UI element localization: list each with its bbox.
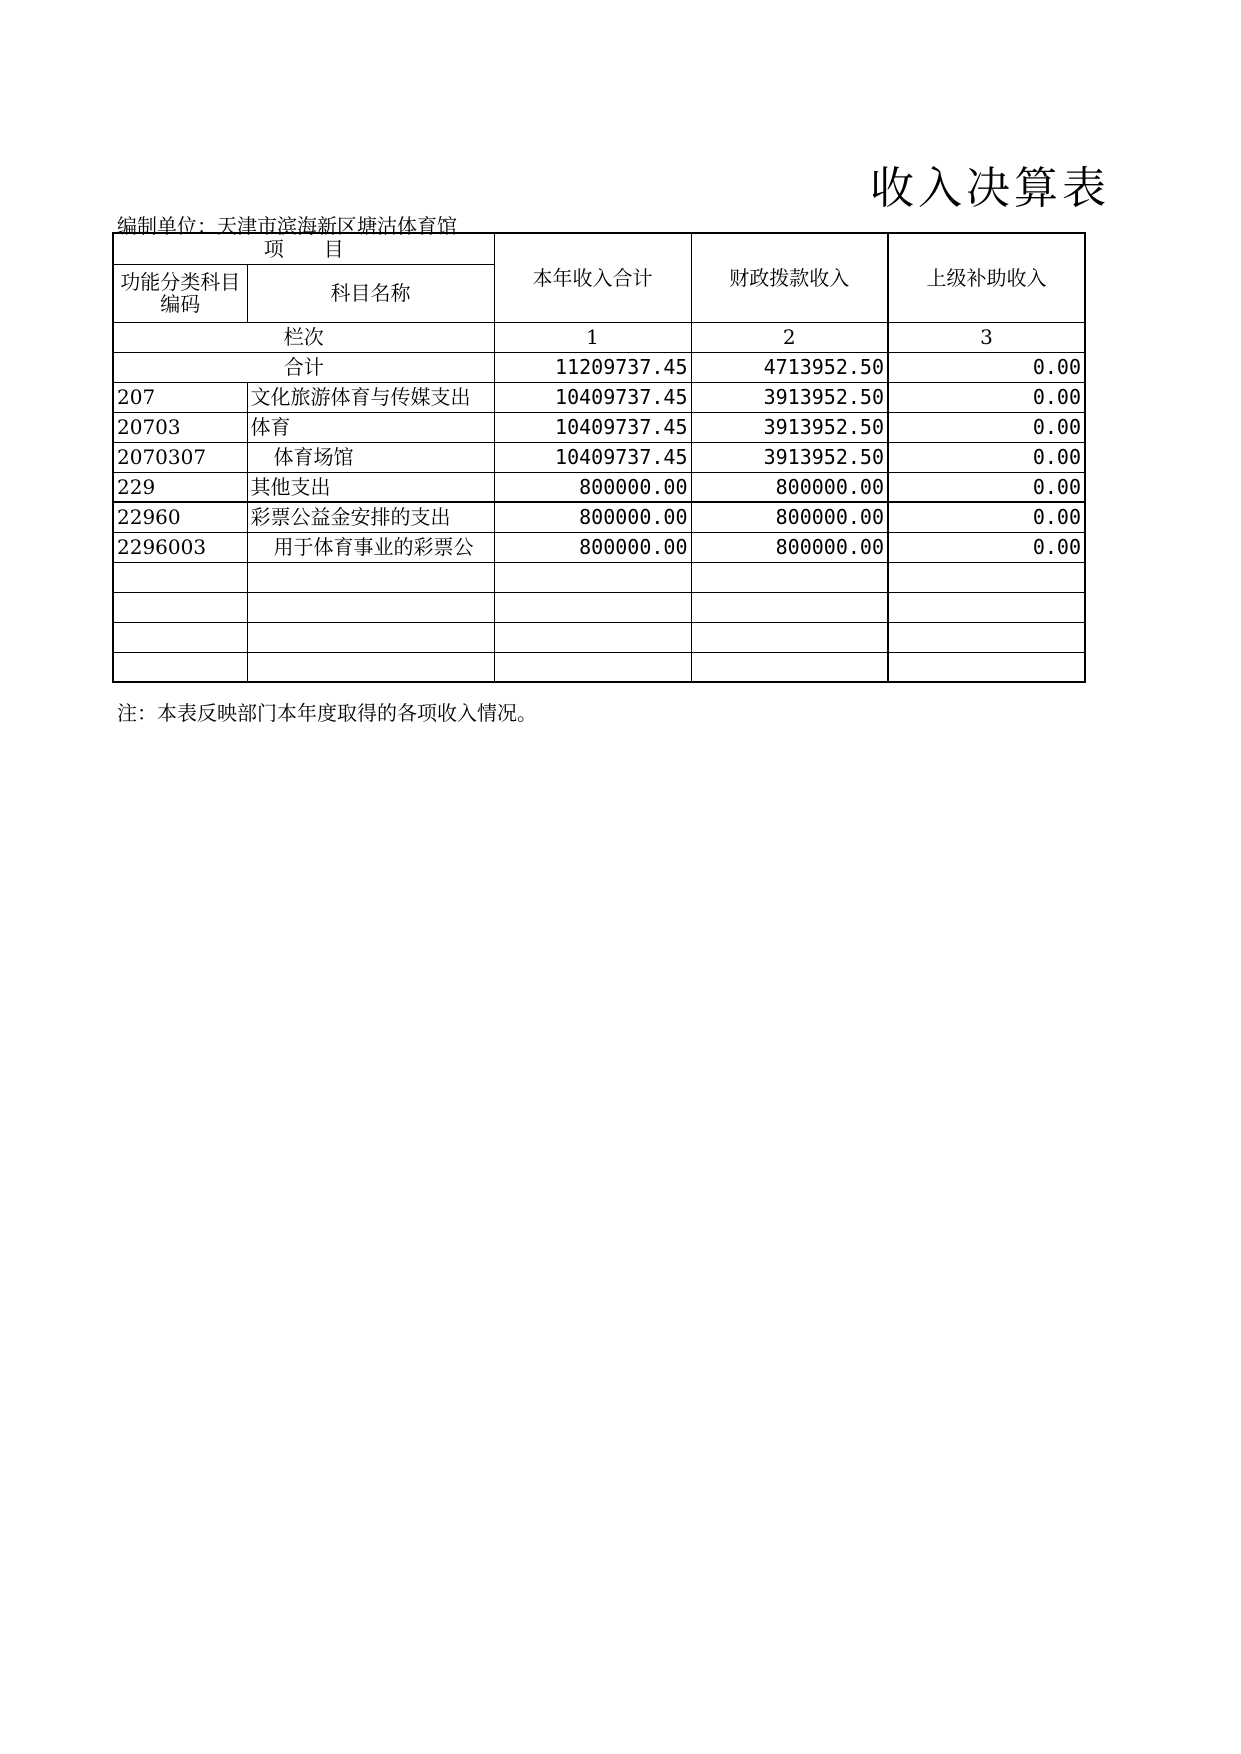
empty-cell [691,652,888,682]
row-name: 其他支出 [247,472,494,502]
empty-cell [691,562,888,592]
table-note: 注：本表反映部门本年度取得的各项收入情况。 [117,701,537,725]
empty-row [113,622,1085,652]
row-code: 207 [113,382,247,412]
table-row [113,412,1085,442]
empty-cell [691,592,888,622]
header-row-1 [113,233,1085,264]
empty-row [113,592,1085,622]
name-header: 科目名称 [247,264,494,322]
row-v3: 0.00 [888,442,1085,472]
row-v1: 10409737.45 [494,382,691,412]
row-v2: 3913952.50 [691,442,888,472]
empty-row [113,652,1085,682]
compiling-unit: 编制单位：天津市滨海新区塘沽体育馆 [117,214,457,238]
row-code: 229 [113,472,247,502]
lanci-row [113,322,1085,352]
col-fiscal-header: 财政拨款收入 [691,233,888,322]
empty-cell [113,592,247,622]
row-name: 体育场馆 [247,442,494,472]
row-v2: 3913952.50 [691,382,888,412]
row-code: 2070307 [113,442,247,472]
empty-cell [247,562,494,592]
row-name: 体育 [247,412,494,442]
row-code: 2296003 [113,532,247,562]
empty-cell [494,652,691,682]
row-v1: 10409737.45 [494,412,691,442]
empty-cell [113,622,247,652]
empty-cell [888,562,1085,592]
row-v1: 800000.00 [494,502,691,532]
row-v3: 0.00 [888,502,1085,532]
total-v2: 4713952.50 [691,352,888,382]
lanci-3: 3 [888,322,1085,352]
empty-cell [888,622,1085,652]
code-header: 功能分类科目编码 [113,264,247,322]
row-name: 用于体育事业的彩票公 [247,532,494,562]
table-row [113,382,1085,412]
table-row [113,532,1085,562]
col-upper-header: 上级补助收入 [888,233,1085,322]
empty-cell [247,622,494,652]
empty-cell [113,562,247,592]
row-v2: 800000.00 [691,532,888,562]
row-name: 彩票公益金安排的支出 [247,502,494,532]
empty-cell [113,652,247,682]
row-code: 20703 [113,412,247,442]
row-v1: 800000.00 [494,532,691,562]
row-v1: 800000.00 [494,472,691,502]
row-v1: 10409737.45 [494,442,691,472]
row-v2: 800000.00 [691,472,888,502]
project-header: 项 目 [113,233,494,264]
row-code: 22960 [113,502,247,532]
empty-cell [888,652,1085,682]
income-table [112,232,1086,683]
total-label: 合计 [113,352,494,382]
row-v3: 0.00 [888,412,1085,442]
empty-cell [494,592,691,622]
row-v2: 3913952.50 [691,412,888,442]
table-row [113,502,1085,532]
lanci-2: 2 [691,322,888,352]
empty-cell [247,652,494,682]
empty-cell [888,592,1085,622]
lanci-1: 1 [494,322,691,352]
empty-cell [691,622,888,652]
total-v1: 11209737.45 [494,352,691,382]
total-row [113,352,1085,382]
table-row [113,442,1085,472]
table-row [113,472,1085,502]
empty-row [113,562,1085,592]
total-v3: 0.00 [888,352,1085,382]
empty-cell [494,622,691,652]
empty-cell [494,562,691,592]
row-v3: 0.00 [888,472,1085,502]
empty-cell [247,592,494,622]
report-title: 收入决算表 [870,163,1110,214]
col-total-header: 本年收入合计 [494,233,691,322]
lanci-label: 栏次 [113,322,494,352]
row-v2: 800000.00 [691,502,888,532]
row-v3: 0.00 [888,532,1085,562]
row-v3: 0.00 [888,382,1085,412]
row-name: 文化旅游体育与传媒支出 [247,382,494,412]
